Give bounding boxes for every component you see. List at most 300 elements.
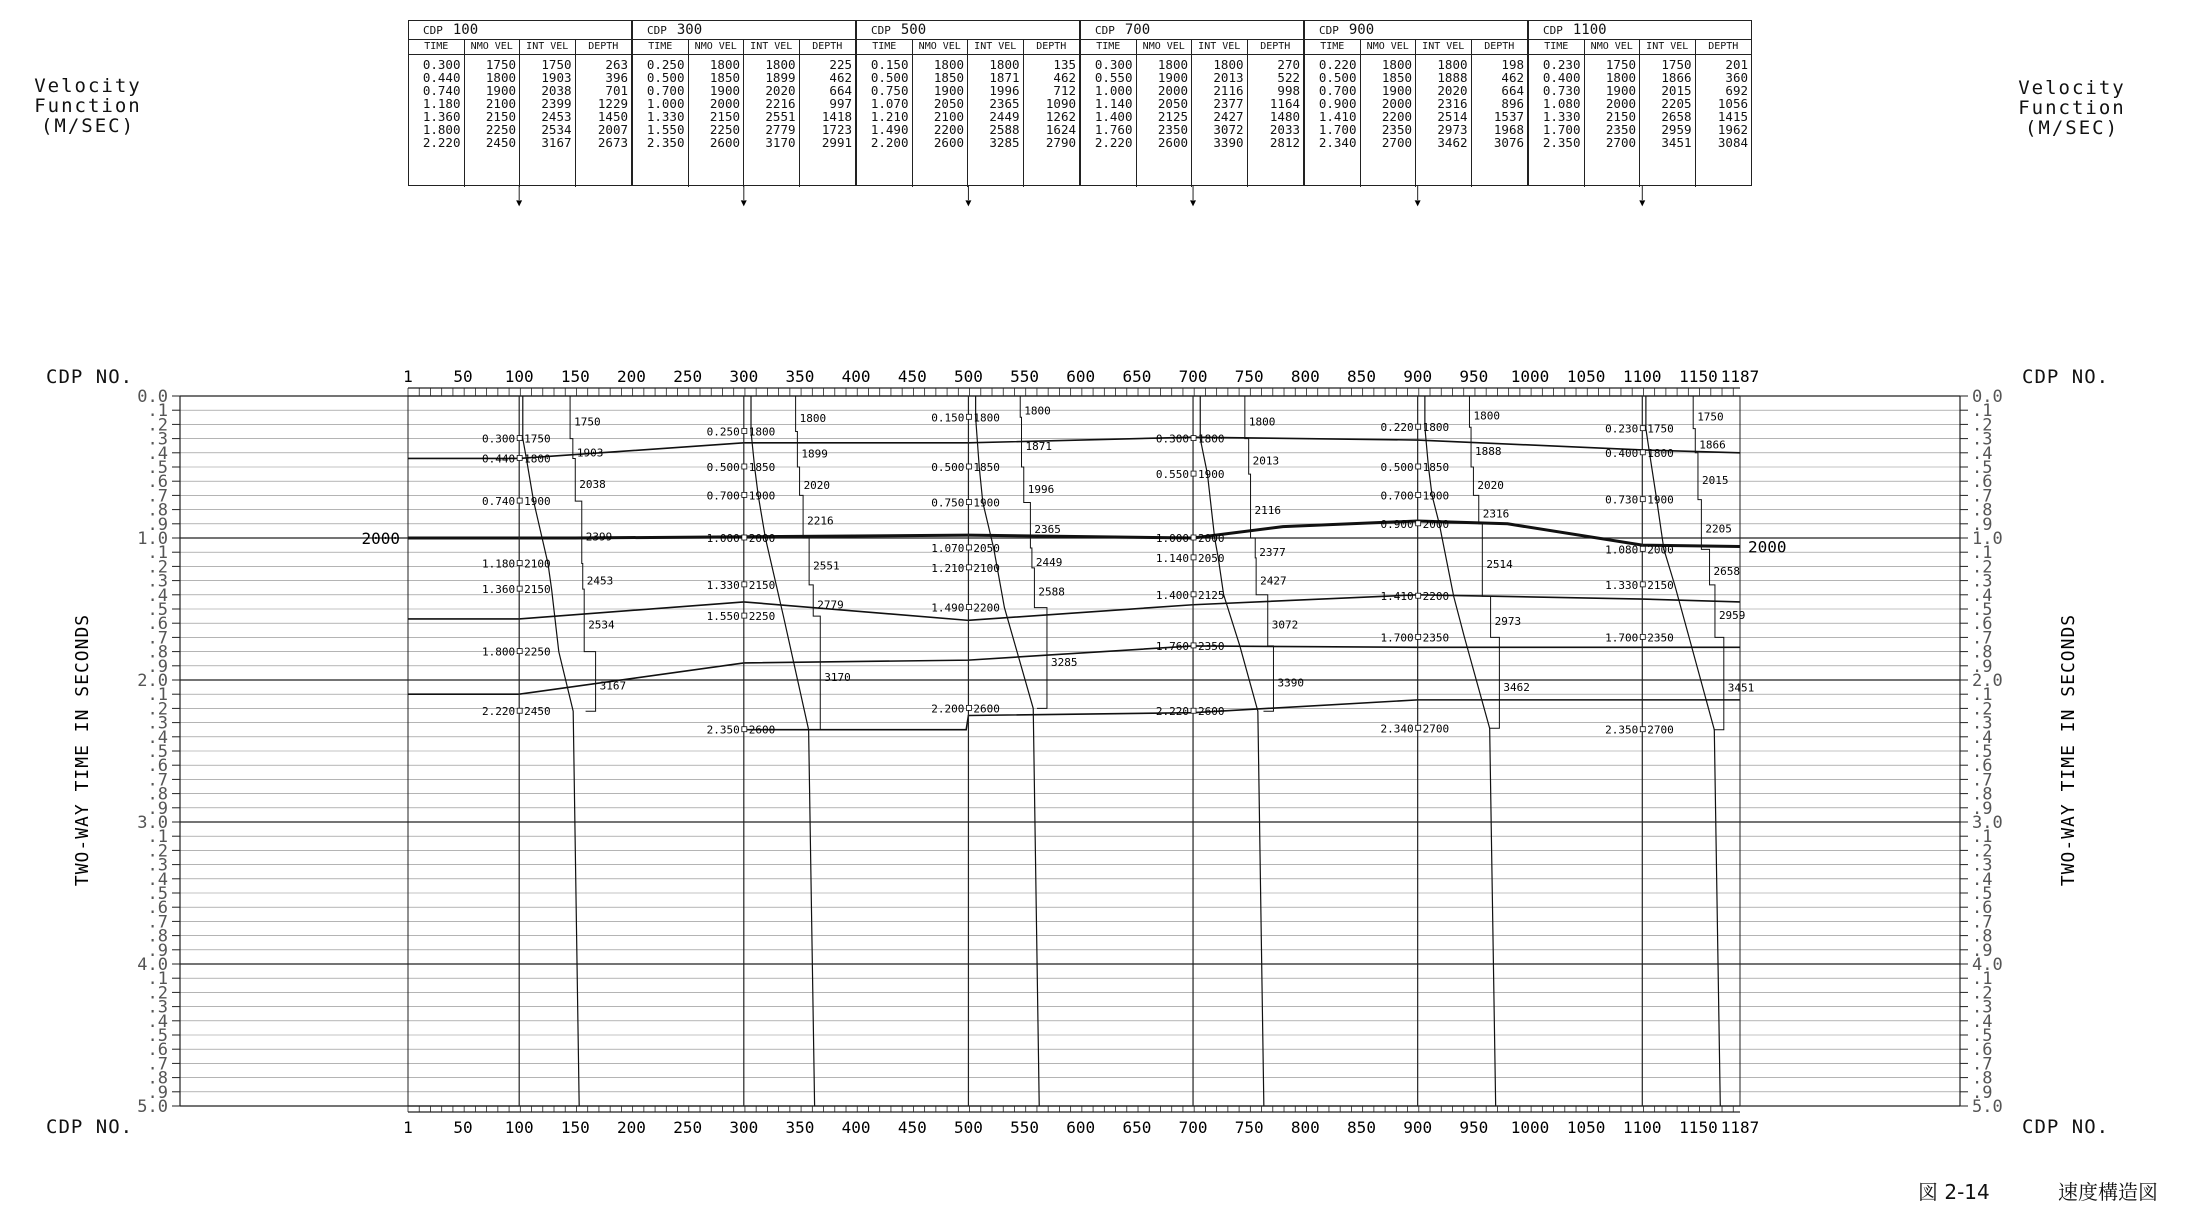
horizon-label-left: 2000 bbox=[361, 529, 400, 548]
col-time: 0.150 0.500 0.750 1.070 1.210 1.490 2.200 bbox=[857, 55, 913, 187]
interval-velocity-label: 2588 bbox=[1038, 585, 1065, 599]
y-tick-label-left: .6 bbox=[147, 1040, 168, 1061]
y-tick-label-right: .3 bbox=[1972, 997, 1993, 1018]
y-tick-label-right: 2.0 bbox=[1972, 671, 2003, 691]
pick-marker bbox=[1191, 436, 1196, 441]
pick-time-label: 0.500 bbox=[931, 461, 965, 474]
x-tick-label-top: 1000 bbox=[1510, 367, 1550, 386]
pick-time-label: 0.230 bbox=[1605, 422, 1639, 436]
y-tick-label-right: .8 bbox=[1972, 642, 1993, 663]
pick-marker bbox=[742, 464, 747, 469]
interval-velocity-label: 1800 bbox=[1024, 404, 1051, 418]
col-int: 1750 1903 2038 2399 2453 2534 3167 bbox=[520, 55, 576, 187]
y-tick-label-right: .9 bbox=[1972, 798, 1993, 819]
pick-time-label: 1.700 bbox=[1380, 631, 1414, 645]
y-tick-label-left: .7 bbox=[147, 1054, 168, 1075]
pick-time-label: 1.000 bbox=[1155, 532, 1190, 545]
y-tick-label-left: .1 bbox=[147, 685, 168, 706]
pick-nmo-label: 1800 bbox=[1422, 421, 1450, 435]
col-int-header: INT VEL bbox=[520, 40, 576, 54]
table-cdp: 500 bbox=[900, 22, 927, 38]
y-tick-label-right: .2 bbox=[1972, 557, 1993, 578]
pick-nmo-label: 1850 bbox=[1422, 461, 1450, 474]
pick-time-label: 1.700 bbox=[1605, 631, 1639, 645]
y-tick-label-right: 3.0 bbox=[1972, 813, 2003, 833]
col-nmo-header: NMO VEL bbox=[1585, 40, 1641, 54]
cdp-pointer-arrow: ▼ bbox=[1639, 198, 1646, 209]
y-tick-label-left: .9 bbox=[147, 798, 168, 819]
interval-velocity-label: 1899 bbox=[801, 447, 828, 461]
x-tick-label-top: 600 bbox=[1066, 367, 1096, 386]
x-tick-label-top: 1150 bbox=[1679, 367, 1718, 386]
y-tick-label-right: .9 bbox=[1972, 940, 1993, 961]
pick-nmo-label: 1750 bbox=[524, 432, 551, 446]
pick-nmo-label: 1800 bbox=[1647, 446, 1674, 460]
pick-nmo-label: 1900 bbox=[1422, 489, 1450, 503]
y-tick-label-left: .8 bbox=[147, 500, 168, 521]
y-tick-label-right: .8 bbox=[1972, 500, 1993, 521]
pick-time-label: 2.340 bbox=[1380, 722, 1414, 736]
y-tick-label-left: .5 bbox=[147, 600, 168, 620]
y-tick-label-left: .5 bbox=[147, 1026, 168, 1046]
x-tick-label-top: 350 bbox=[785, 367, 815, 386]
y-tick-label-right: .5 bbox=[1972, 884, 1993, 904]
figure-title: 速度構造図 bbox=[2058, 1180, 2158, 1204]
x-tick-label-top: 1100 bbox=[1623, 367, 1662, 386]
x-tick-label-top: 1 bbox=[403, 367, 413, 386]
y-tick-label-left: .1 bbox=[147, 827, 168, 848]
pick-marker bbox=[1191, 555, 1196, 560]
pick-marker bbox=[517, 436, 522, 441]
pick-nmo-label: 2600 bbox=[1198, 705, 1225, 719]
pick-time-label: 2.220 bbox=[482, 705, 516, 719]
pick-nmo-label: 1850 bbox=[973, 461, 1000, 474]
pick-time-label: 0.700 bbox=[706, 489, 740, 503]
table-cdp: 300 bbox=[676, 22, 703, 38]
y-tick-label-right: .7 bbox=[1972, 912, 1993, 933]
y-tick-label-right: .7 bbox=[1972, 770, 1993, 791]
pick-nmo-label: 1900 bbox=[524, 495, 551, 509]
x-tick-label-bottom: 1 bbox=[403, 1118, 413, 1137]
col-time-header: TIME bbox=[1305, 40, 1361, 54]
pick-nmo-label: 2450 bbox=[524, 705, 551, 719]
y-tick-label-right: .1 bbox=[1972, 969, 1993, 990]
pick-nmo-label: 2125 bbox=[1198, 588, 1225, 602]
x-tick-label-top: 200 bbox=[617, 367, 646, 386]
y-tick-label-right: .8 bbox=[1972, 926, 1993, 947]
interval-velocity-label: 2514 bbox=[1486, 558, 1513, 572]
pick-marker bbox=[1416, 593, 1421, 598]
y-tick-label-left: 3.0 bbox=[137, 813, 168, 833]
col-int: 1800 1871 1996 2365 2449 2588 3285 bbox=[968, 55, 1024, 187]
col-int-header: INT VEL bbox=[1192, 40, 1248, 54]
pick-marker bbox=[1191, 535, 1196, 540]
pick-marker bbox=[517, 561, 522, 566]
pick-nmo-label: 1900 bbox=[1198, 468, 1225, 482]
y-tick-label-left: 0.0 bbox=[137, 387, 168, 407]
y-tick-label-right: .8 bbox=[1972, 1068, 1993, 1089]
horizon-label-right: 2000 bbox=[1748, 537, 1787, 557]
x-tick-label-top: 50 bbox=[453, 367, 473, 386]
y-tick-label-right: .5 bbox=[1972, 1026, 1993, 1046]
velocity-function-label-left: Velocity Function (M/SEC) bbox=[34, 75, 142, 137]
x-tick-label-bottom: 350 bbox=[785, 1118, 815, 1137]
interval-velocity-label: 2399 bbox=[585, 530, 613, 544]
y-tick-label-left: .9 bbox=[147, 1082, 168, 1103]
col-depth: 198 462 664 896 1537 1968 3076 bbox=[1493, 57, 1524, 150]
interval-velocity-label: 2116 bbox=[1254, 504, 1282, 518]
pick-nmo-label: 2250 bbox=[748, 610, 776, 624]
x-tick-label-bottom: 1100 bbox=[1623, 1118, 1662, 1137]
y-tick-label-right: .3 bbox=[1972, 713, 1993, 734]
interval-velocity-label: 2453 bbox=[586, 574, 614, 588]
interval-velocity-label: 2551 bbox=[813, 559, 840, 573]
interval-velocity-label: 2779 bbox=[817, 598, 844, 612]
pick-time-label: 0.250 bbox=[706, 425, 740, 439]
y-tick-label-left: .5 bbox=[147, 742, 168, 762]
x-tick-label-top: 950 bbox=[1459, 367, 1489, 386]
pick-time-label: 0.750 bbox=[931, 496, 965, 510]
y-axis-label-left: TWO-WAY TIME IN SECONDS bbox=[72, 613, 93, 887]
x-tick-label-bottom: 300 bbox=[729, 1118, 759, 1137]
pick-marker bbox=[517, 586, 522, 591]
x-tick-label-bottom: 900 bbox=[1403, 1118, 1433, 1137]
x-tick-label-top: 100 bbox=[504, 367, 534, 386]
figure-number: 図 2-14 bbox=[1918, 1180, 1990, 1204]
col-time-header: TIME bbox=[409, 40, 465, 54]
y-tick-label-left: .8 bbox=[147, 1068, 168, 1089]
y-tick-label-right: .7 bbox=[1972, 486, 1993, 507]
y-tick-label-right: .4 bbox=[1972, 727, 1993, 748]
pick-marker bbox=[1416, 424, 1421, 429]
pick-marker bbox=[1416, 521, 1421, 526]
pick-nmo-label: 1850 bbox=[748, 461, 776, 474]
y-tick-label-left: .7 bbox=[147, 912, 168, 933]
pick-nmo-label: 2600 bbox=[973, 702, 1000, 716]
pick-nmo-label: 2050 bbox=[973, 541, 1000, 555]
y-tick-label-right: .3 bbox=[1972, 571, 1993, 592]
col-depth-header: DEPTH bbox=[1260, 41, 1291, 52]
col-depth-header: DEPTH bbox=[588, 41, 619, 52]
col-nmo-header: NMO VEL bbox=[465, 40, 521, 54]
pick-time-label: 1.210 bbox=[931, 561, 965, 575]
y-tick-label-left: .9 bbox=[147, 940, 168, 961]
pick-marker bbox=[1416, 464, 1421, 469]
pick-time-label: 1.490 bbox=[931, 601, 965, 615]
y-tick-label-right: .1 bbox=[1972, 827, 1993, 848]
x-tick-label-bottom: 1150 bbox=[1679, 1118, 1718, 1137]
pick-time-label: 2.350 bbox=[706, 723, 740, 737]
pick-nmo-label: 1800 bbox=[748, 425, 776, 439]
col-time-header: TIME bbox=[1081, 40, 1137, 54]
interval-velocity-label: 1871 bbox=[1025, 440, 1053, 454]
y-tick-label-right: .5 bbox=[1972, 742, 1993, 762]
pick-marker bbox=[742, 727, 747, 732]
y-tick-label-left: .3 bbox=[147, 855, 168, 876]
interval-velocity-label: 1750 bbox=[574, 415, 601, 429]
interval-velocity-label: 2038 bbox=[579, 477, 606, 491]
x-tick-label-top: 650 bbox=[1122, 367, 1152, 386]
y-tick-label-right: .4 bbox=[1972, 1011, 1993, 1032]
pick-time-label: 1.330 bbox=[706, 578, 740, 592]
y-tick-label-right: .7 bbox=[1972, 1054, 1993, 1075]
y-tick-label-right: .4 bbox=[1972, 869, 1993, 890]
pick-marker bbox=[742, 429, 747, 434]
x-tick-label-bottom: 400 bbox=[841, 1118, 871, 1137]
pick-time-label: 2.350 bbox=[1605, 723, 1639, 737]
col-time-header: TIME bbox=[1529, 40, 1585, 54]
y-tick-label-left: .1 bbox=[147, 969, 168, 990]
x-tick-label-top: 850 bbox=[1347, 367, 1376, 386]
col-depth: 270 522 998 1164 1480 2033 2812 bbox=[1269, 57, 1300, 150]
cdp-no-label-bottom-right: CDP NO. bbox=[2022, 1116, 2110, 1138]
cdp-word: CDP bbox=[423, 24, 443, 37]
x-tick-label-top: 1050 bbox=[1566, 367, 1606, 386]
interval-velocity-label: 2973 bbox=[1494, 614, 1522, 628]
y-tick-label-right: .2 bbox=[1972, 841, 1993, 862]
pick-marker bbox=[1416, 492, 1421, 497]
y-tick-label-left: .6 bbox=[147, 898, 168, 919]
x-tick-label-bottom: 1000 bbox=[1510, 1118, 1550, 1137]
interval-velocity-label: 1866 bbox=[1699, 438, 1726, 452]
interval-velocity-label: 3170 bbox=[824, 670, 851, 684]
y-tick-label-left: .4 bbox=[147, 585, 168, 606]
pick-time-label: 0.400 bbox=[1605, 446, 1639, 460]
y-tick-label-left: .4 bbox=[147, 869, 168, 890]
x-tick-label-bottom: 450 bbox=[897, 1118, 927, 1137]
col-nmo: 1800 1850 1900 2000 2200 2350 2700 bbox=[1361, 55, 1417, 187]
pick-nmo-label: 2700 bbox=[1647, 723, 1674, 737]
x-tick-label-bottom: 850 bbox=[1347, 1118, 1376, 1137]
x-tick-label-bottom: 1187 bbox=[1720, 1118, 1760, 1137]
interval-velocity-label: 1800 bbox=[1248, 415, 1276, 429]
col-depth: 225 462 664 997 1418 1723 2991 bbox=[821, 57, 852, 150]
y-tick-label-left: .6 bbox=[147, 756, 168, 777]
cdp-word: CDP bbox=[1095, 24, 1115, 37]
x-tick-label-top: 450 bbox=[897, 367, 927, 386]
interval-velocity-label: 3462 bbox=[1503, 680, 1530, 694]
y-tick-label-right: 4.0 bbox=[1972, 955, 2003, 975]
x-tick-label-top: 800 bbox=[1290, 367, 1320, 386]
y-tick-label-left: .7 bbox=[147, 770, 168, 791]
y-tick-label-left: .8 bbox=[147, 784, 168, 805]
cdp-pointer-arrow: ▼ bbox=[965, 198, 972, 209]
x-tick-label-bottom: 200 bbox=[617, 1118, 646, 1137]
col-time: 0.250 0.500 0.700 1.000 1.330 1.550 2.350 bbox=[633, 55, 689, 187]
pick-marker bbox=[1416, 725, 1421, 730]
pick-marker bbox=[966, 545, 971, 550]
interval-velocity-label: 2534 bbox=[588, 618, 615, 632]
y-tick-label-left: .7 bbox=[147, 628, 168, 649]
x-tick-label-top: 250 bbox=[673, 367, 703, 386]
pick-nmo-label: 2000 bbox=[1422, 517, 1450, 531]
y-tick-label-right: .1 bbox=[1972, 543, 1993, 564]
pick-time-label: 1.410 bbox=[1380, 590, 1414, 604]
y-tick-label-left: 4.0 bbox=[137, 955, 168, 975]
y-tick-label-right: .4 bbox=[1972, 585, 1993, 606]
pick-time-label: 0.730 bbox=[1605, 493, 1639, 507]
horizon-line bbox=[408, 595, 1740, 624]
y-tick-label-right: .3 bbox=[1972, 855, 1993, 876]
y-tick-label-right: .6 bbox=[1972, 472, 1993, 493]
cdp-pointer-arrow: ▼ bbox=[1190, 198, 1197, 209]
pick-marker bbox=[1640, 634, 1645, 639]
pick-time-label: 0.740 bbox=[482, 495, 516, 509]
pick-time-label: 0.900 bbox=[1380, 517, 1414, 531]
interval-velocity-label: 1750 bbox=[1697, 410, 1724, 424]
pick-nmo-label: 1800 bbox=[973, 411, 1000, 425]
x-tick-label-bottom: 950 bbox=[1459, 1118, 1489, 1137]
pick-nmo-label: 2000 bbox=[1647, 543, 1674, 557]
col-nmo: 1750 1800 1900 2000 2150 2350 2700 bbox=[1585, 55, 1641, 187]
interval-velocity-step bbox=[570, 396, 596, 711]
y-tick-label-right: .6 bbox=[1972, 756, 1993, 777]
col-nmo: 1800 1900 2000 2050 2125 2350 2600 bbox=[1137, 55, 1193, 187]
x-tick-label-bottom: 150 bbox=[560, 1118, 590, 1137]
interval-velocity-label: 2365 bbox=[1034, 523, 1061, 537]
pick-nmo-label: 2100 bbox=[524, 557, 551, 571]
interval-velocity-label: 1996 bbox=[1027, 482, 1055, 496]
x-tick-label-bottom: 800 bbox=[1290, 1118, 1320, 1137]
x-tick-label-bottom: 700 bbox=[1178, 1118, 1208, 1137]
col-time-header: TIME bbox=[633, 40, 689, 54]
interval-velocity-label: 2427 bbox=[1260, 574, 1287, 588]
col-nmo: 1800 1850 1900 2000 2150 2250 2600 bbox=[689, 55, 745, 187]
interval-velocity-label: 2658 bbox=[1713, 565, 1741, 579]
pick-marker bbox=[966, 500, 971, 505]
col-nmo-header: NMO VEL bbox=[1137, 40, 1193, 54]
interval-velocity-label: 2013 bbox=[1252, 454, 1280, 468]
pick-marker bbox=[1640, 426, 1645, 431]
y-tick-label-left: .5 bbox=[147, 884, 168, 904]
y-tick-label-left: .3 bbox=[147, 571, 168, 592]
cdp-no-label-top-left: CDP NO. bbox=[46, 366, 134, 388]
y-tick-label-right: .9 bbox=[1972, 656, 1993, 677]
col-depth: 201 360 692 1056 1415 1962 3084 bbox=[1717, 57, 1748, 150]
y-tick-label-left: .3 bbox=[147, 997, 168, 1018]
pick-nmo-label: 1900 bbox=[1647, 493, 1674, 507]
pick-time-label: 0.500 bbox=[1380, 461, 1414, 474]
y-tick-label-left: .7 bbox=[147, 486, 168, 507]
col-time: 0.300 0.440 0.740 1.180 1.360 1.800 2.220 bbox=[409, 55, 465, 187]
y-tick-label-left: 2.0 bbox=[137, 671, 168, 691]
y-tick-label-left: .2 bbox=[147, 699, 168, 720]
x-tick-label-top: 1187 bbox=[1720, 367, 1760, 386]
pick-nmo-label: 2150 bbox=[748, 578, 776, 592]
interval-velocity-label: 1888 bbox=[1475, 445, 1502, 459]
y-tick-label-right: 5.0 bbox=[1972, 1097, 2003, 1117]
y-tick-label-right: .7 bbox=[1972, 628, 1993, 649]
y-tick-label-left: .9 bbox=[147, 656, 168, 677]
x-tick-label-top: 500 bbox=[953, 367, 983, 386]
pick-nmo-label: 2350 bbox=[1422, 631, 1450, 645]
pick-nmo-label: 2600 bbox=[748, 723, 776, 737]
interval-velocity-label: 1903 bbox=[576, 446, 604, 460]
cdp-word: CDP bbox=[647, 24, 667, 37]
y-tick-label-left: .5 bbox=[147, 458, 168, 478]
y-tick-label-right: 0.0 bbox=[1972, 387, 2003, 407]
y-tick-label-left: .6 bbox=[147, 614, 168, 635]
interval-velocity-label: 1800 bbox=[1473, 409, 1500, 423]
y-tick-label-left: .2 bbox=[147, 557, 168, 578]
pick-time-label: 1.070 bbox=[931, 541, 965, 555]
pick-marker bbox=[1640, 450, 1645, 455]
pick-nmo-label: 1800 bbox=[1198, 432, 1225, 446]
cdp-word: CDP bbox=[871, 24, 891, 37]
pick-nmo-label: 2000 bbox=[748, 532, 776, 545]
x-tick-label-top: 700 bbox=[1178, 367, 1208, 386]
x-tick-label-bottom: 100 bbox=[504, 1118, 534, 1137]
y-tick-label-right: .6 bbox=[1972, 614, 1993, 635]
pick-nmo-label: 2150 bbox=[1647, 578, 1674, 592]
x-tick-label-top: 400 bbox=[841, 367, 871, 386]
y-tick-label-right: .6 bbox=[1972, 898, 1993, 919]
y-tick-label-left: .2 bbox=[147, 841, 168, 862]
col-int-header: INT VEL bbox=[968, 40, 1024, 54]
pick-time-label: 0.500 bbox=[706, 461, 740, 474]
x-tick-label-bottom: 550 bbox=[1010, 1118, 1040, 1137]
col-nmo: 1750 1800 1900 2100 2150 2250 2450 bbox=[465, 55, 521, 187]
interval-velocity-label: 3285 bbox=[1050, 655, 1078, 669]
y-tick-label-left: .2 bbox=[147, 983, 168, 1004]
pick-marker bbox=[1191, 471, 1196, 476]
col-int: 1800 1899 2020 2216 2551 2779 3170 bbox=[744, 55, 800, 187]
interval-velocity-label: 3390 bbox=[1277, 676, 1304, 690]
interval-velocity-label: 2216 bbox=[807, 514, 834, 528]
pick-nmo-label: 2350 bbox=[1647, 631, 1674, 645]
cdp-pointer-arrow: ▼ bbox=[516, 198, 523, 209]
pick-time-label: 1.760 bbox=[1155, 639, 1190, 653]
pick-nmo-label: 2050 bbox=[1198, 551, 1225, 565]
pick-marker bbox=[517, 498, 522, 503]
pick-marker bbox=[1640, 582, 1645, 587]
pick-time-label: 1.400 bbox=[1155, 588, 1190, 602]
col-depth-header: DEPTH bbox=[1708, 41, 1739, 52]
pick-time-label: 0.440 bbox=[482, 452, 516, 466]
pick-time-label: 1.180 bbox=[482, 557, 516, 571]
y-tick-label-left: 1.0 bbox=[137, 529, 168, 549]
pick-nmo-label: 1900 bbox=[973, 496, 1000, 510]
x-tick-label-bottom: 1050 bbox=[1566, 1118, 1606, 1137]
interval-velocity-label: 3167 bbox=[599, 679, 627, 693]
interval-velocity-label: 2020 bbox=[803, 479, 831, 493]
y-tick-label-left: .8 bbox=[147, 642, 168, 663]
y-tick-label-right: .1 bbox=[1972, 401, 1993, 422]
pick-nmo-label: 1800 bbox=[524, 452, 551, 466]
x-tick-label-top: 750 bbox=[1234, 367, 1264, 386]
y-tick-label-right: .5 bbox=[1972, 600, 1993, 620]
pick-nmo-label: 2000 bbox=[1198, 532, 1225, 545]
y-tick-label-left: .4 bbox=[147, 443, 168, 464]
pick-marker bbox=[1416, 634, 1421, 639]
x-tick-label-bottom: 600 bbox=[1066, 1118, 1096, 1137]
pick-time-label: 2.200 bbox=[931, 702, 965, 716]
pick-marker bbox=[517, 708, 522, 713]
pick-time-label: 0.550 bbox=[1155, 468, 1190, 482]
table-cdp: 100 bbox=[452, 22, 479, 38]
col-int: 1750 1866 2015 2205 2658 2959 3451 bbox=[1640, 55, 1696, 187]
col-int: 1800 1888 2020 2316 2514 2973 3462 bbox=[1416, 55, 1472, 187]
pick-marker bbox=[1640, 546, 1645, 551]
pick-time-label: 1.330 bbox=[1605, 578, 1639, 592]
pick-time-label: 1.080 bbox=[1605, 543, 1639, 557]
interval-velocity-label: 2449 bbox=[1035, 555, 1063, 569]
pick-nmo-label: 1750 bbox=[1647, 422, 1674, 436]
pick-time-label: 1.000 bbox=[706, 532, 740, 545]
pick-nmo-label: 1900 bbox=[748, 489, 776, 503]
x-tick-label-bottom: 750 bbox=[1234, 1118, 1264, 1137]
pick-nmo-label: 2200 bbox=[1422, 590, 1450, 604]
